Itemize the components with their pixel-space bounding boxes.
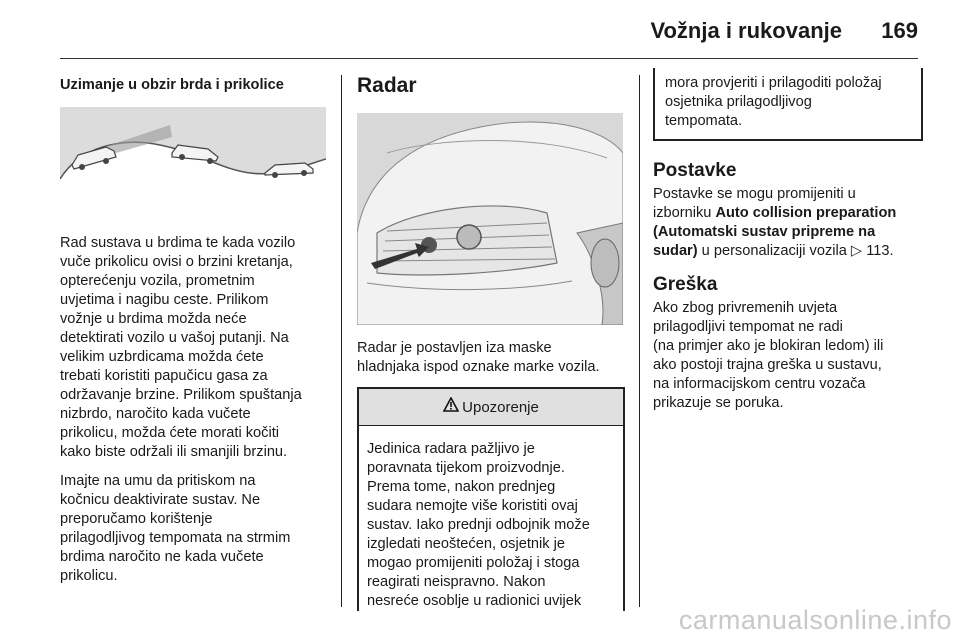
settings-paragraph xyxy=(653,185,923,261)
section-subheading: Uzimanje u obzir brda i prikolice xyxy=(60,77,284,93)
radar-caption: Radar je postavljen iza maske hladnjaka ispod oznake marke vozila. xyxy=(357,340,600,375)
paragraph-brake: Imajte na umu da pritiskom na kočnicu deaktivirate sustav. Ne preporučamo korištenje prilagodljivog tempomata na strmim brdima naročito ne kada vučete prikolicu. xyxy=(60,473,291,584)
warning-triangle-icon xyxy=(443,397,459,417)
paragraph-hills: Rad sustava u brdima te kada vozilo vuče prikolicu ovisi o brzini kretanja, opterećenju vozila, prometnim uvjetima i nagibu ceste. Prilikom vožnje u brdima možda neće detektirati vozilo u vašoj putanji. Na velikim uzbrdicama možda ćete trebati koristiti papučicu gasa za održavanje brzine. Prilikom spuštanja nizbrdo, naročito kada vučete prikolicu, možda ćete morati kočiti kako biste održali ili smanjili brzinu. xyxy=(60,235,302,460)
error-heading: Greška xyxy=(653,274,718,295)
settings-menu-name: Auto collision preparation (Automatski sustav pripreme na sudar) xyxy=(653,205,897,259)
column-hills-trailers xyxy=(60,76,326,596)
warning-continuation-box: mora provjeriti i prilagoditi položaj osjetnika prilagodljivog tempomata. xyxy=(653,68,923,141)
settings-page-ref: 113. xyxy=(862,243,894,259)
settings-text-mid: u personalizaciji vozila xyxy=(697,243,851,259)
page-number: 169 xyxy=(881,18,918,43)
column-radar xyxy=(357,76,625,611)
watermark: carmanualsonline.info xyxy=(678,605,952,635)
hills-illustration xyxy=(60,107,326,212)
warning-header xyxy=(359,389,623,426)
error-paragraph: Ako zbog privremenih uvjeta prilagodljivi tempomat ne radi (na primjer ako je blokiran ledom) ili ako postoji trajna greška u sustavu, na informacijskom centru vozača prikazuje se poruka. xyxy=(653,300,884,411)
warning-box xyxy=(357,387,625,611)
radar-heading: Radar xyxy=(357,74,417,97)
column-divider-right xyxy=(639,75,640,607)
column-divider-left xyxy=(341,75,342,607)
settings-heading: Postavke xyxy=(653,160,737,181)
header-title: Vožnja i rukovanje xyxy=(650,18,842,43)
warning-body: Jedinica radara pažljivo je poravnata tijekom proizvodnje. Prema tome, nakon prednjeg sudara nemojte više koristiti ovaj sustav. Iako prednji odbojnik može izgledati neoštećen, osjetnik je mogao promijeniti položaj i stoga reagirati neispravno. Nakon nesreće osoblje u radionici uvijek xyxy=(367,441,590,609)
header-rule xyxy=(60,58,918,59)
settings-text-lead: Postavke se mogu promijeniti u izborniku xyxy=(653,186,856,221)
column-settings xyxy=(653,76,923,423)
radar-car-illustration xyxy=(357,113,623,325)
warning-title: Upozorenje xyxy=(462,398,539,416)
arrow-ref-icon: ▷ xyxy=(850,243,863,259)
